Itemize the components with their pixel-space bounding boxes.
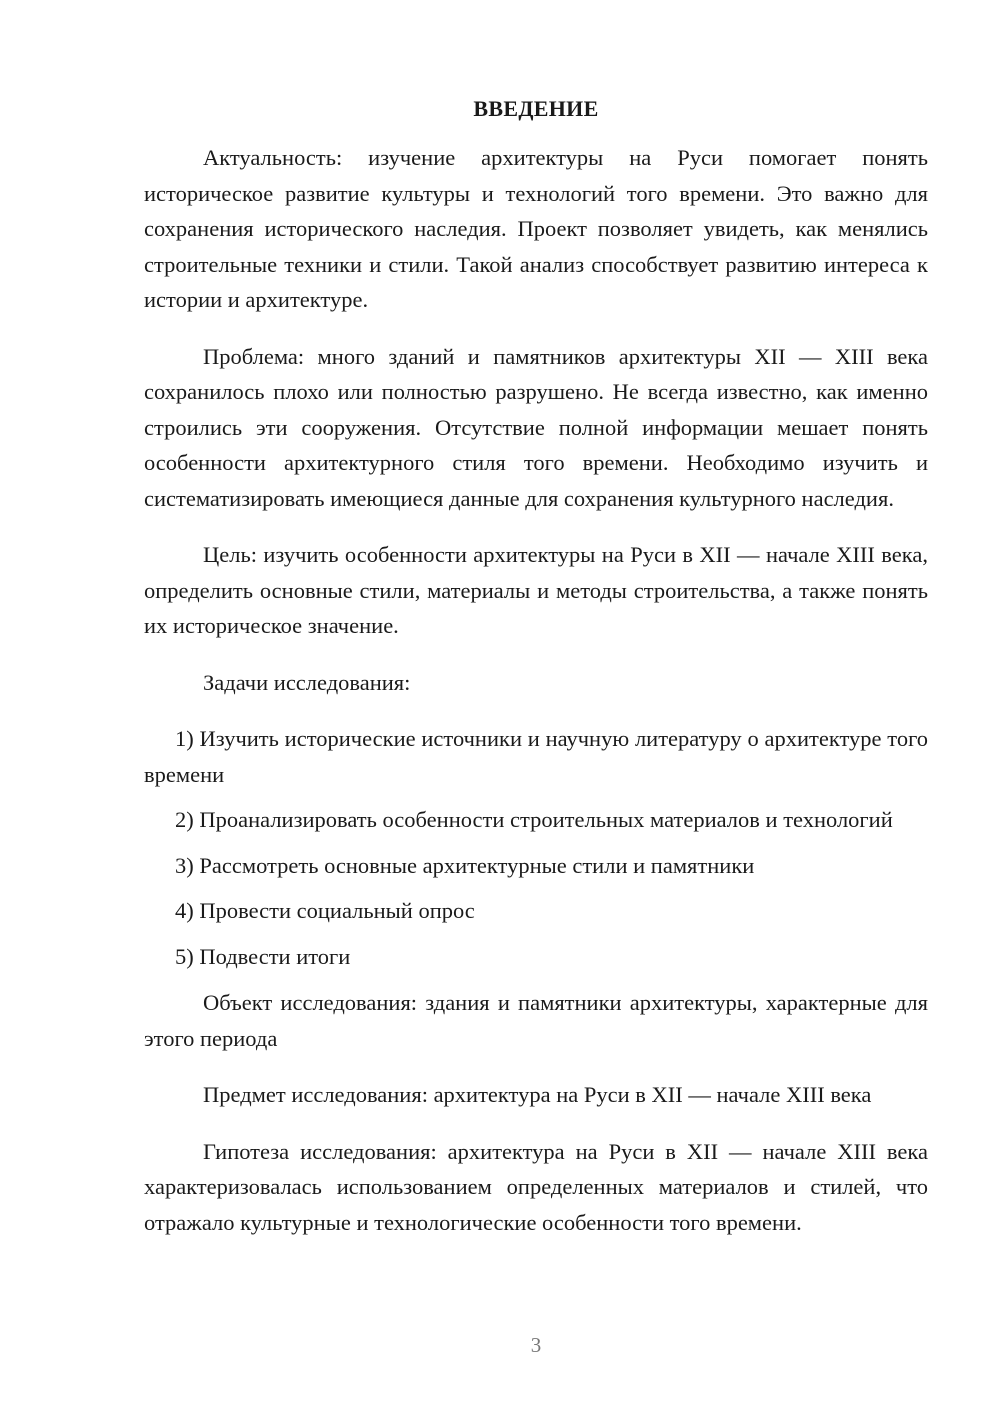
list-item: 2) Проанализировать особенности строительных материалов и технологий (175, 807, 893, 832)
goal-paragraph: Цель: изучить особенности архитектуры на Руси в XII — начале XIII века, определить основные стили, материалы и методы строительства, а также понять их историческое значение. (144, 542, 928, 638)
problem-paragraph: Проблема: много зданий и памятников архитектуры XII — XIII века сохранилось плохо или полностью разрушено. Не всегда известно, как именно строились эти сооружения. Отсутствие полной информации мешает понять особенности архитектурного стиля того времени. Необходимо изучить и систематизировать имеющиеся данные для сохранения культурного наследия. (144, 343, 928, 511)
tasks-list (144, 721, 928, 974)
list-item: 3) Рассмотреть основные архитектурные стили и памятники (175, 852, 755, 878)
list-item: 5) Подвести итоги (175, 943, 351, 969)
list-item: 1) Изучить исторические источники и научную литературу о архитектуре того времени (144, 726, 928, 787)
subject-paragraph: Предмет исследования: архитектура на Руси в XII — начале XIII века (203, 1082, 872, 1107)
document-body (144, 140, 928, 1261)
list-item: 4) Провести социальный опрос (175, 898, 475, 923)
relevance-paragraph: Актуальность: изучение архитектуры на Руси помогает понять историческое развитие культуры и технологий того времени. Это важно для сохранения исторического наследия. Проект позволяет увидеть, как менялись строительные техники и стили. Такой анализ способствует развитию интереса к истории и архитектуре. (144, 145, 928, 312)
object-paragraph: Объект исследования: здания и памятники архитектуры, характерные для этого периода (144, 990, 928, 1051)
hypothesis-paragraph: Гипотеза исследования: архитектура на Руси в XII — начале XIII века характеризовалась использованием определенных материалов и стилей, что отражало культурные и технологические особенности того времени. (144, 1138, 928, 1235)
page-title: ВВЕДЕНИЕ (473, 96, 599, 121)
tasks-heading: Задачи исследования: (203, 669, 411, 695)
page-number: 3 (530, 1333, 542, 1357)
